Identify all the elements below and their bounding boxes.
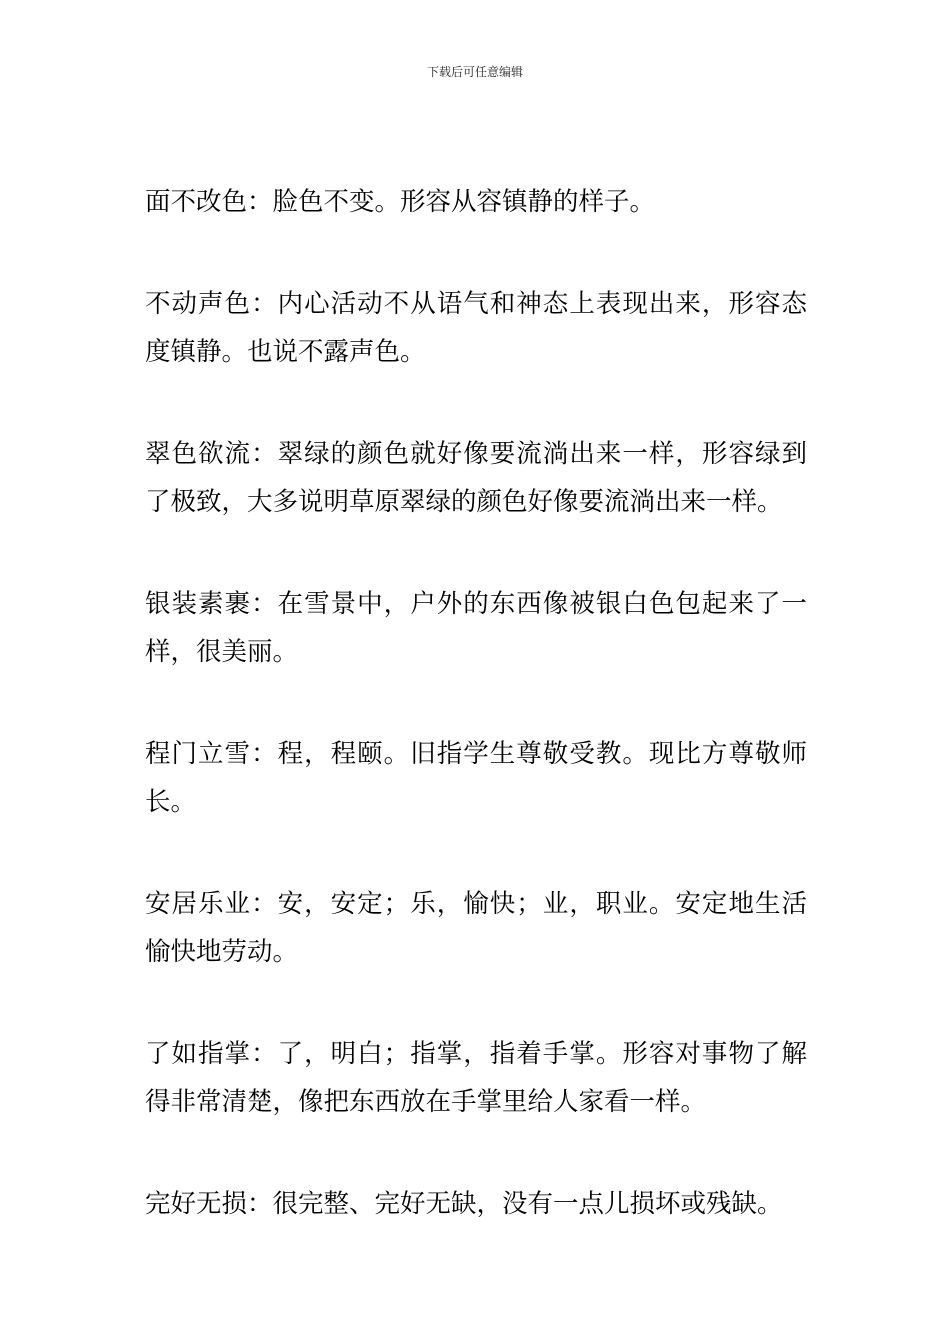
idiom-entry: 面不改色：脸色不变。形容从容镇静的样子。 xyxy=(145,187,656,217)
idiom-entry: 安居乐业：安，安定；乐，愉快；业，职业。安定地生活愉快地劳动。 xyxy=(145,889,807,967)
idiom-entry: 了如指掌：了，明白；指掌，指着手掌。形容对事物了解得非常清楚，像把东西放在手掌里给人家看一样。 xyxy=(145,1039,807,1117)
idiom-entry: 银装素裹：在雪景中，户外的东西像被银白色包起来了一样，很美丽。 xyxy=(145,589,807,667)
idiom-entry: 完好无损：很完整、完好无缺，没有一点儿损坏或残缺。 xyxy=(145,1189,783,1219)
idiom-entry: 程门立雪：程，程颐。旧指学生尊敬受教。现比方尊敬师长。 xyxy=(145,739,807,817)
idiom-entry: 不动声色：内心活动不从语气和神态上表现出来，形容态度镇静。也说不露声色。 xyxy=(145,289,807,367)
document-body xyxy=(145,178,807,1282)
idiom-entry: 翠色欲流：翠绿的颜色就好像要流淌出来一样，形容绿到了极致，大多说明草原翠绿的颜色好像要流淌出来一样。 xyxy=(145,439,807,517)
page-header-note: 下载后可任意编辑 xyxy=(426,65,523,79)
